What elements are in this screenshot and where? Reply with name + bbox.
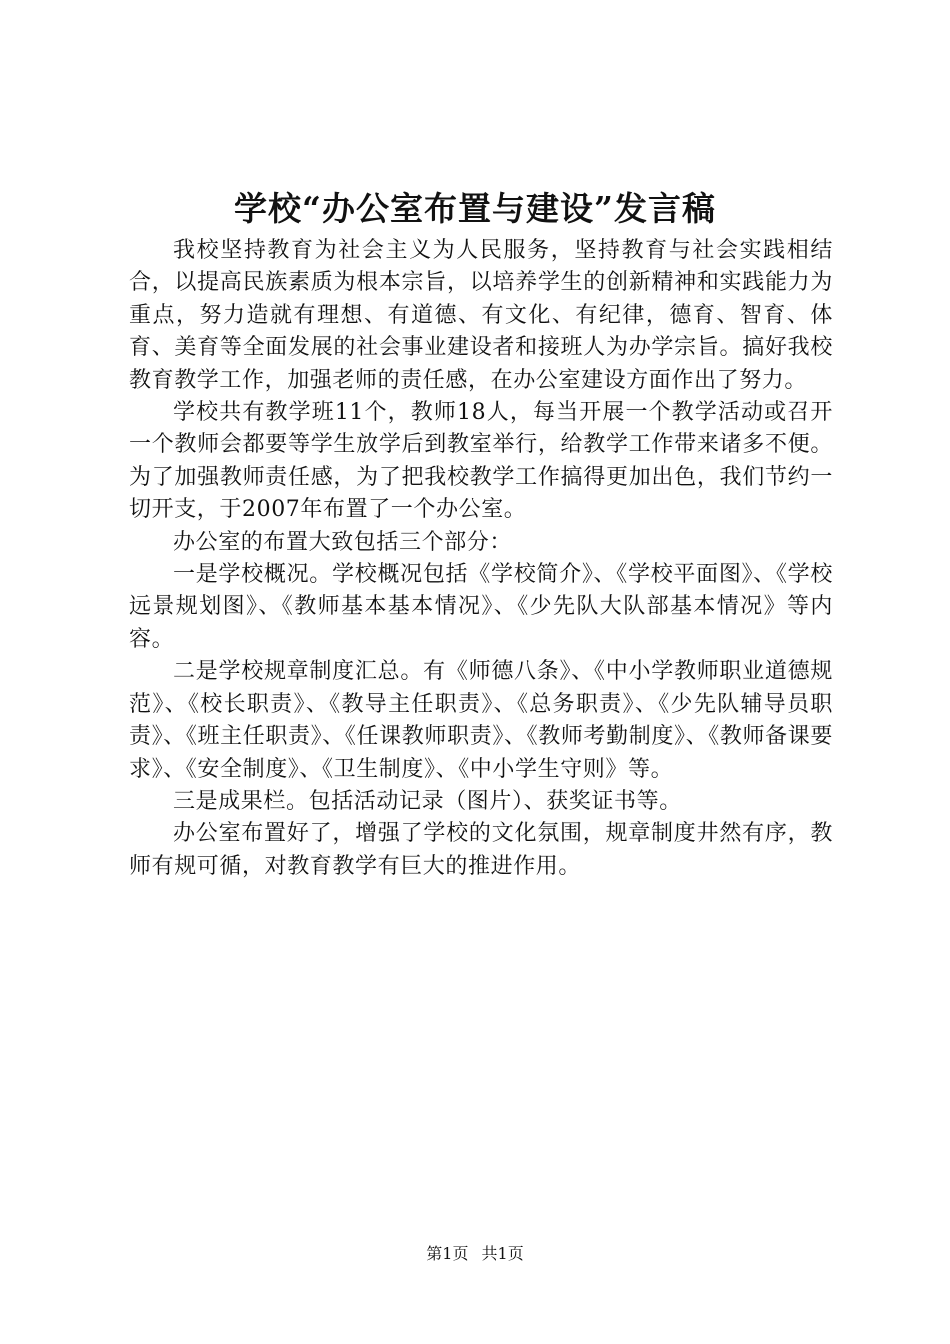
paragraph-part-one: 一是学校概况。学校概况包括《学校简介》、《学校平面图》、《学校远景规划图》、《教师基本基本情况》、《少先队大队部基本情况》等内容。 bbox=[129, 562, 833, 652]
document-title: 学校“办公室布置与建设”发言稿 bbox=[234, 189, 716, 228]
paragraph-background: 学校共有教学班11个，教师18人，每当开展一个教学活动或召开一个教师会都要等学生放学后到教室举行，给教学工作带来诸多不便。为了加强教师责任感，为了把我校教学工作搞得更加出色，我们节约一切开支，于2007年布置了一个办公室。 bbox=[129, 400, 833, 523]
paragraph-layout-overview: 办公室的布置大致包括三个部分： bbox=[173, 529, 513, 555]
paragraph-intro: 我校坚持教育为社会主义为人民服务，坚持教育与社会实践相结合，以提高民族素质为根本宗旨，以培养学生的创新精神和实践能力为重点，努力造就有理想、有道德、有文化、有纪律，德育、智育、体育、美育等全面发展的社会事业建设者和接班人为办学宗旨。搞好我校教育教学工作，加强老师的责任感，在办公室建设方面作出了努力。 bbox=[129, 238, 833, 393]
paragraph-conclusion: 办公室布置好了，增强了学校的文化氛围，规章制度井然有序，教师有规可循，对教育教学有巨大的推进作用。 bbox=[129, 821, 833, 879]
document-body bbox=[129, 235, 833, 883]
page-number-total: 共1页 bbox=[481, 1244, 524, 1263]
paragraph-part-two: 二是学校规章制度汇总。有《师德八条》、《中小学教师职业道德规范》、《校长职责》、《教导主任职责》、《总务职责》、《少先队辅导员职责》、《班主任职责》、《任课教师职责》、《教师考勤制度》、《教师备课要求》、《安全制度》、《卫生制度》、《中小学生守则》等。 bbox=[129, 659, 833, 782]
page-footer bbox=[0, 1243, 950, 1265]
page-number-current: 第1页 bbox=[426, 1244, 469, 1263]
paragraph-part-three: 三是成果栏。包括活动记录（图片）、获奖证书等。 bbox=[173, 788, 682, 814]
